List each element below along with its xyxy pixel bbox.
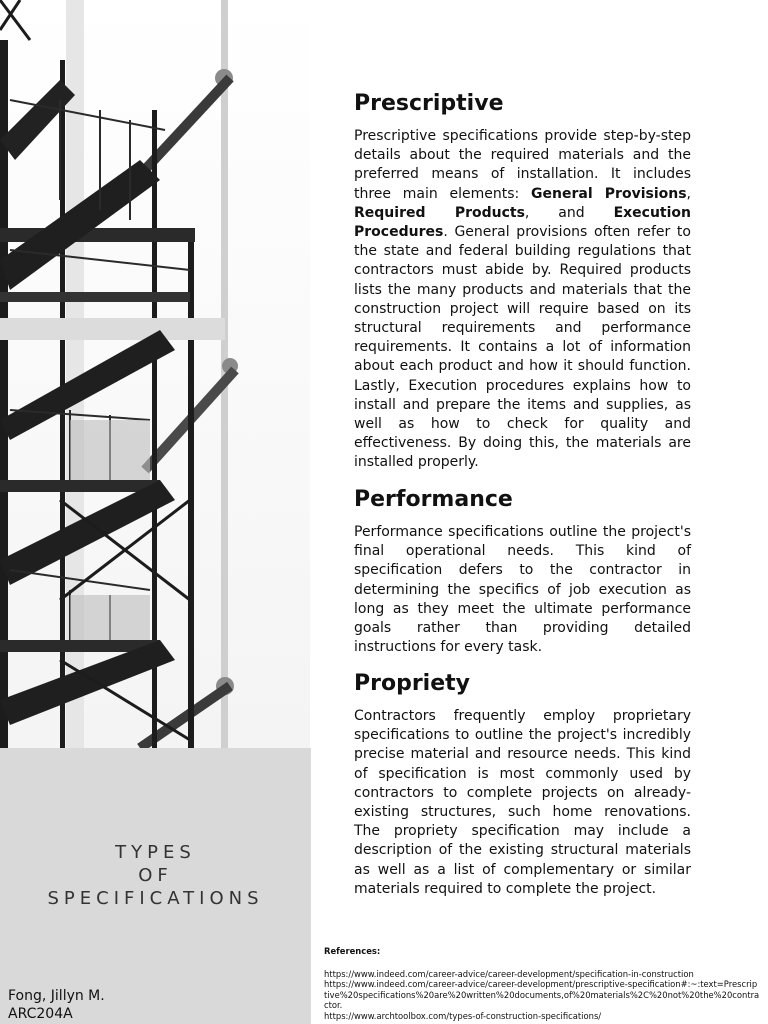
- prescriptive-text-1: Prescriptive specifications provide step-by-step details about the required materials and the preferred means of installation. It includes three main elements:: [354, 128, 691, 202]
- section-prescriptive: [354, 89, 691, 473]
- section-heading-performance: Performance: [354, 487, 513, 512]
- reference-link[interactable]: https://www.archtoolbox.com/types-of-construction-specifications/: [324, 1010, 602, 1021]
- title-panel: [0, 748, 311, 1024]
- section-performance: [354, 485, 691, 657]
- reference-link[interactable]: https://www.indeed.com/career-advice/career-development/prescriptive-specification#:~:text=Prescriptive%20specifications%20are%20written%20documents,of%20materials%2C%20not%20the%20contractor.: [324, 979, 760, 1010]
- section-text-prescriptive: [354, 127, 691, 473]
- section-heading-propriety: Propriety: [354, 671, 471, 696]
- section-text-performance: Performance specifications outline the project's final operational needs. This kind of specification defers to the contractor in determining the specifics of job execution as long as they meet the ultimate performance goals rather than providing detailed instructions for every task.: [354, 524, 691, 656]
- title-line-2: OF: [138, 865, 173, 886]
- title-line-3: SPECIFICATIONS: [47, 888, 264, 909]
- section-propriety: [354, 669, 691, 899]
- section-text-propriety: Contractors frequently employ proprietary specifications to outline the project's incredibly precise material and resource needs. This kind of specification is most commonly used by contractors to complete projects on already-existing structures, such home renovations. The propriety specification may include a description of the existing structural materials as well as a list of complementary or similar materials required to complete the project.: [354, 708, 691, 897]
- references: [324, 946, 760, 1021]
- references-title: References:: [324, 946, 381, 956]
- term-required-products: Required Products: [354, 204, 525, 221]
- term-execution-procedures: Execution Procedures: [354, 204, 691, 241]
- author-block: [8, 987, 105, 1023]
- section-heading-prescriptive: Prescriptive: [354, 91, 504, 116]
- reference-link[interactable]: https://www.indeed.com/career-advice/career-development/specification-in-construction: [324, 968, 694, 979]
- staircase-photo: [0, 0, 310, 748]
- author-name: Fong, Jillyn M.: [8, 988, 105, 1004]
- title-line-1: TYPES: [115, 842, 196, 863]
- staircase-illustration: [0, 0, 310, 748]
- document-title: [0, 841, 311, 910]
- prescriptive-text-3: , and: [524, 204, 614, 221]
- prescriptive-text-2: ,: [686, 185, 691, 202]
- prescriptive-text-4: . General provisions often refer to the state and federal building regulations that contractors must abide by. Required products lists the many products and materials that the construction project will require based on its structural requirements and performance requirements. It contains a lot of information about each product and how it should function. Lastly, Execution procedures explains how to install and prepare the items and supplies, as well as how to check for quality and effectiveness. By doing this, the materials are installed properly.: [354, 224, 691, 471]
- content-column: [354, 89, 691, 897]
- course-code: ARC204A: [8, 1006, 73, 1022]
- term-general-provisions: General Provisions: [531, 185, 687, 202]
